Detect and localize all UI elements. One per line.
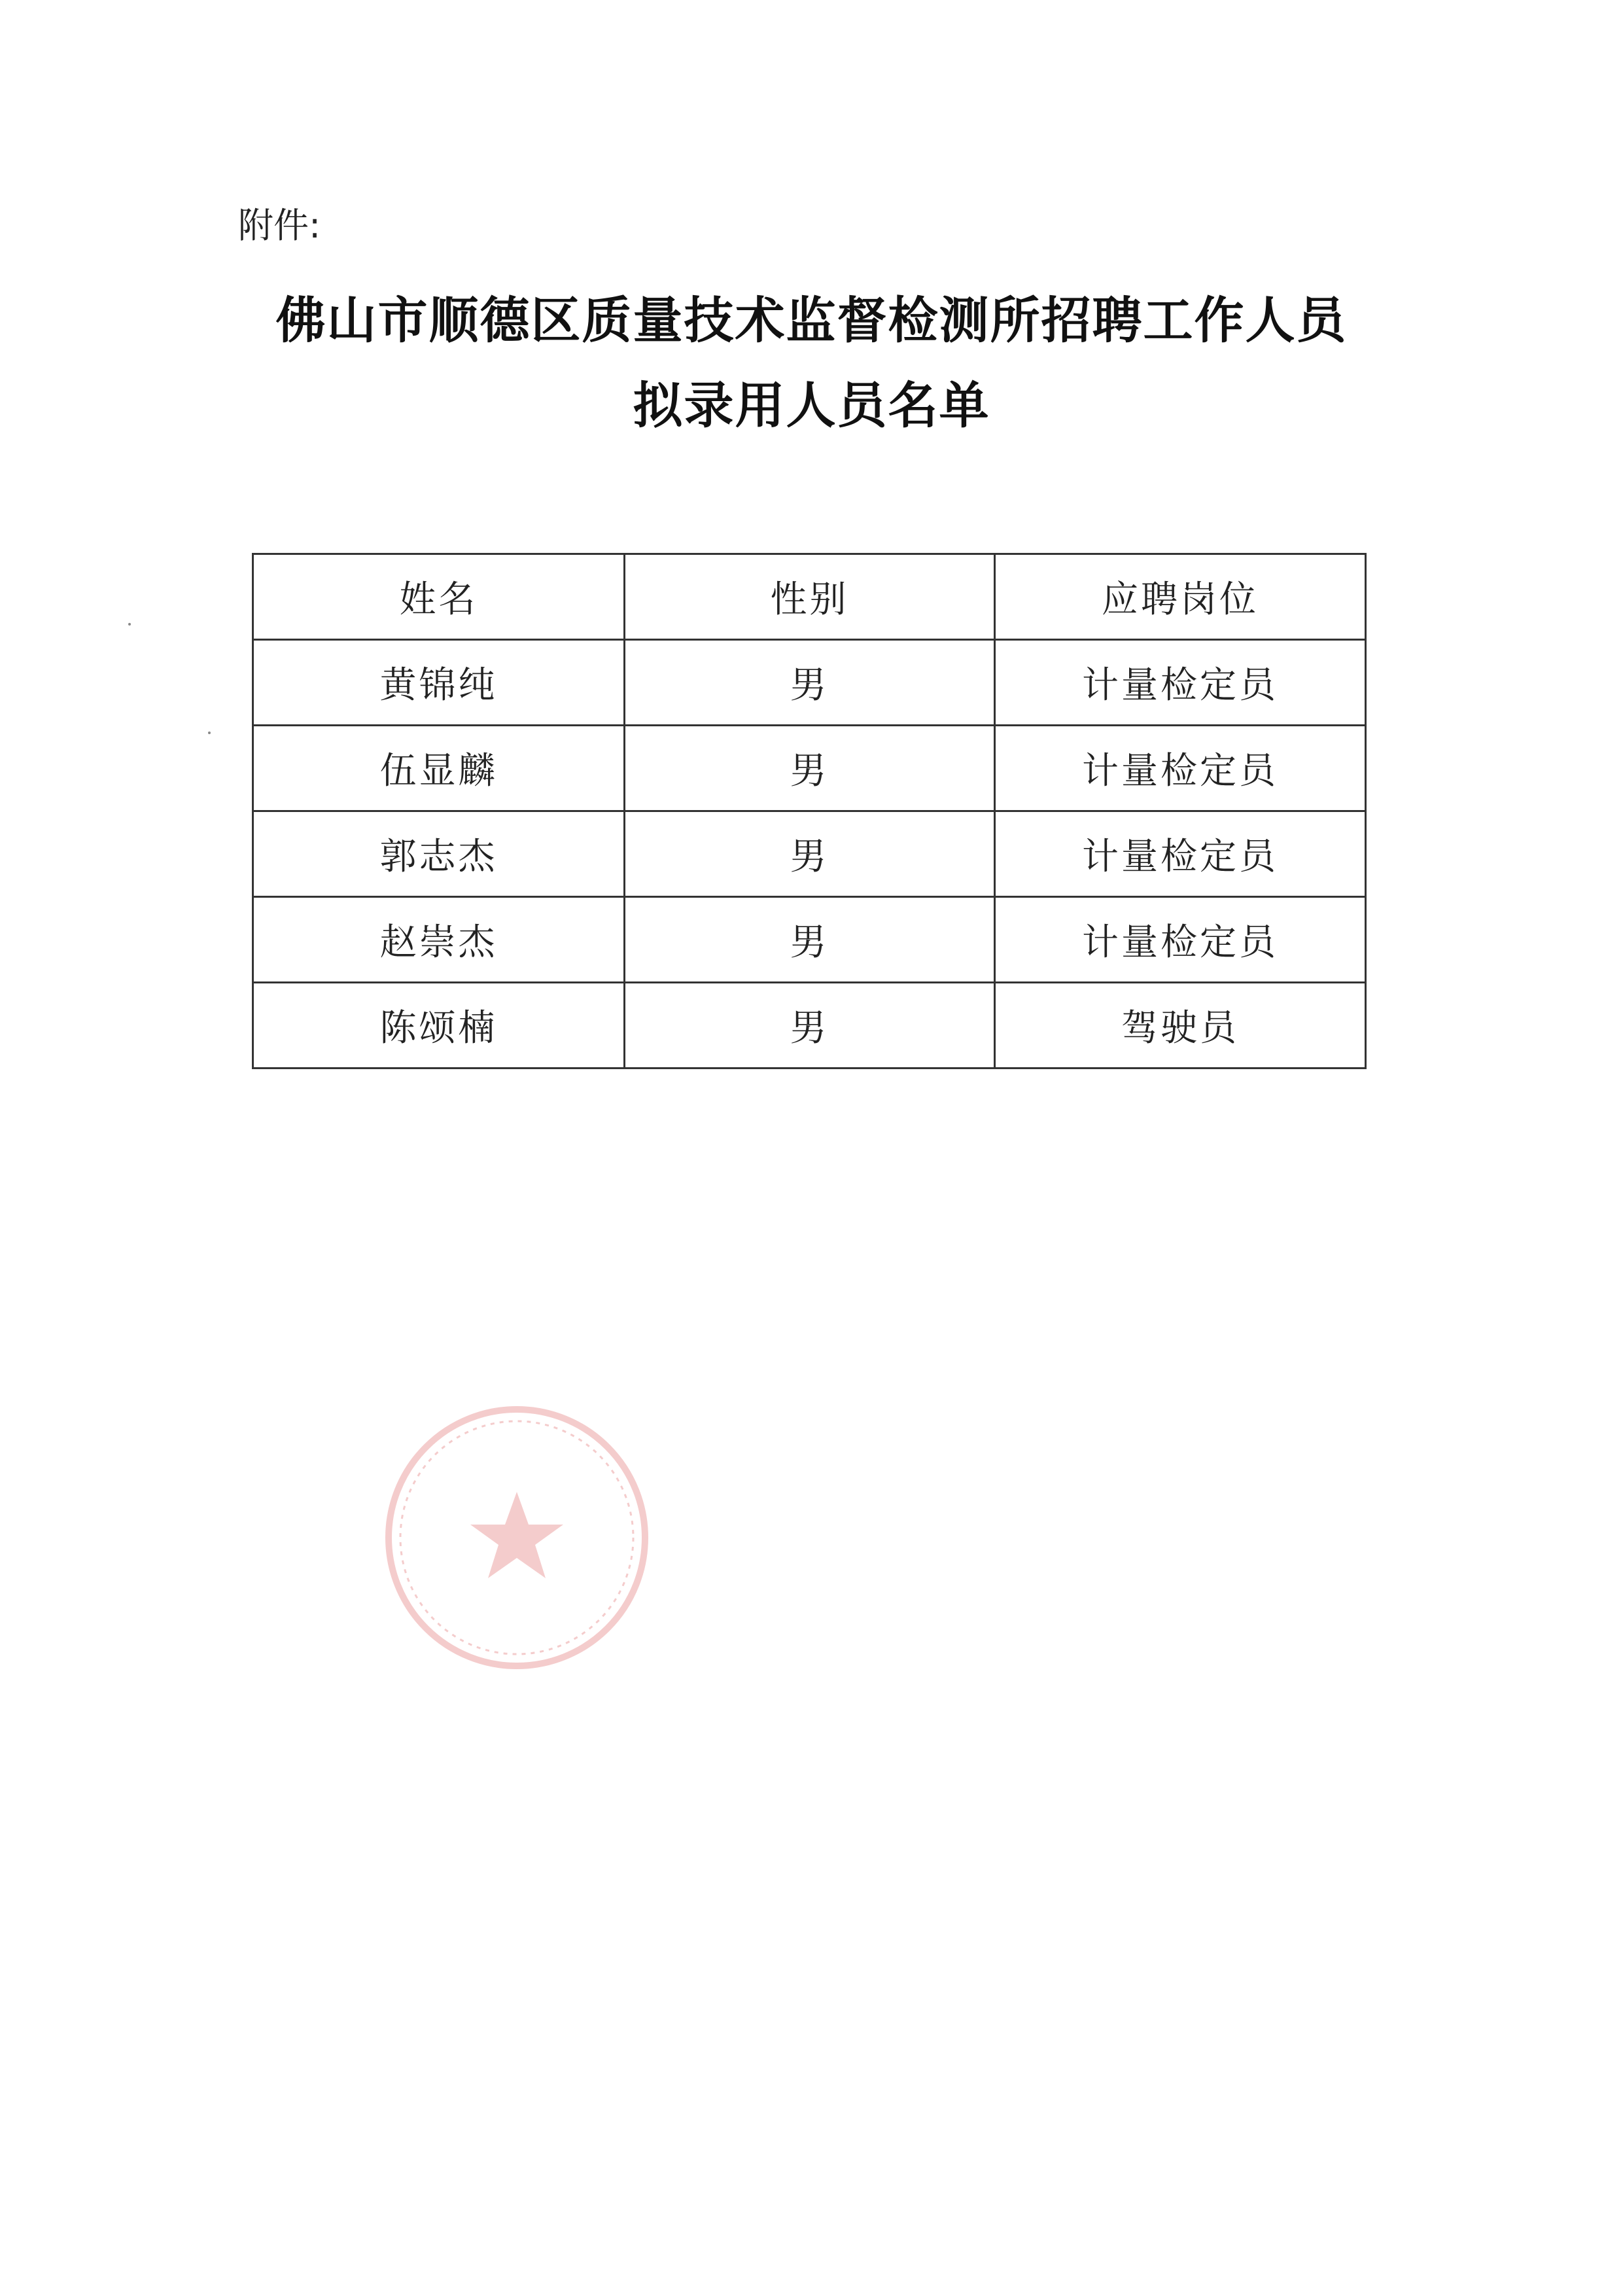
cell-position: 驾驶员 xyxy=(995,983,1366,1069)
cell-position: 计量检定员 xyxy=(995,726,1366,811)
table-row xyxy=(253,726,1366,811)
table-row xyxy=(253,811,1366,897)
cell-gender: 男 xyxy=(625,983,995,1069)
scan-speck xyxy=(208,732,211,734)
cell-name: 陈颂楠 xyxy=(253,983,625,1069)
header-position: 应聘岗位 xyxy=(995,554,1366,640)
header-gender: 性别 xyxy=(625,554,995,640)
table-row xyxy=(253,983,1366,1069)
cell-name: 赵崇杰 xyxy=(253,897,625,983)
header-name: 姓名 xyxy=(253,554,625,640)
document-title-line-2: 拟录用人员名单 xyxy=(633,376,990,434)
official-seal-stamp xyxy=(379,1400,654,1675)
document-title-line-1: 佛山市顺德区质量技术监督检测所招聘工作人员 xyxy=(275,291,1348,349)
cell-name: 伍显麟 xyxy=(253,726,625,811)
table-header-row xyxy=(253,554,1366,640)
cell-gender: 男 xyxy=(625,726,995,811)
cell-position: 计量检定员 xyxy=(995,640,1366,726)
attachment-label: 附件: xyxy=(238,205,321,246)
table-row xyxy=(253,640,1366,726)
table-row xyxy=(253,897,1366,983)
scan-speck xyxy=(128,623,131,626)
cell-position: 计量检定员 xyxy=(995,897,1366,983)
cell-gender: 男 xyxy=(625,897,995,983)
cell-name: 郭志杰 xyxy=(253,811,625,897)
cell-position: 计量检定员 xyxy=(995,811,1366,897)
cell-name: 黄锦纯 xyxy=(253,640,625,726)
cell-gender: 男 xyxy=(625,811,995,897)
hiring-list-table xyxy=(252,553,1367,1069)
cell-gender: 男 xyxy=(625,640,995,726)
